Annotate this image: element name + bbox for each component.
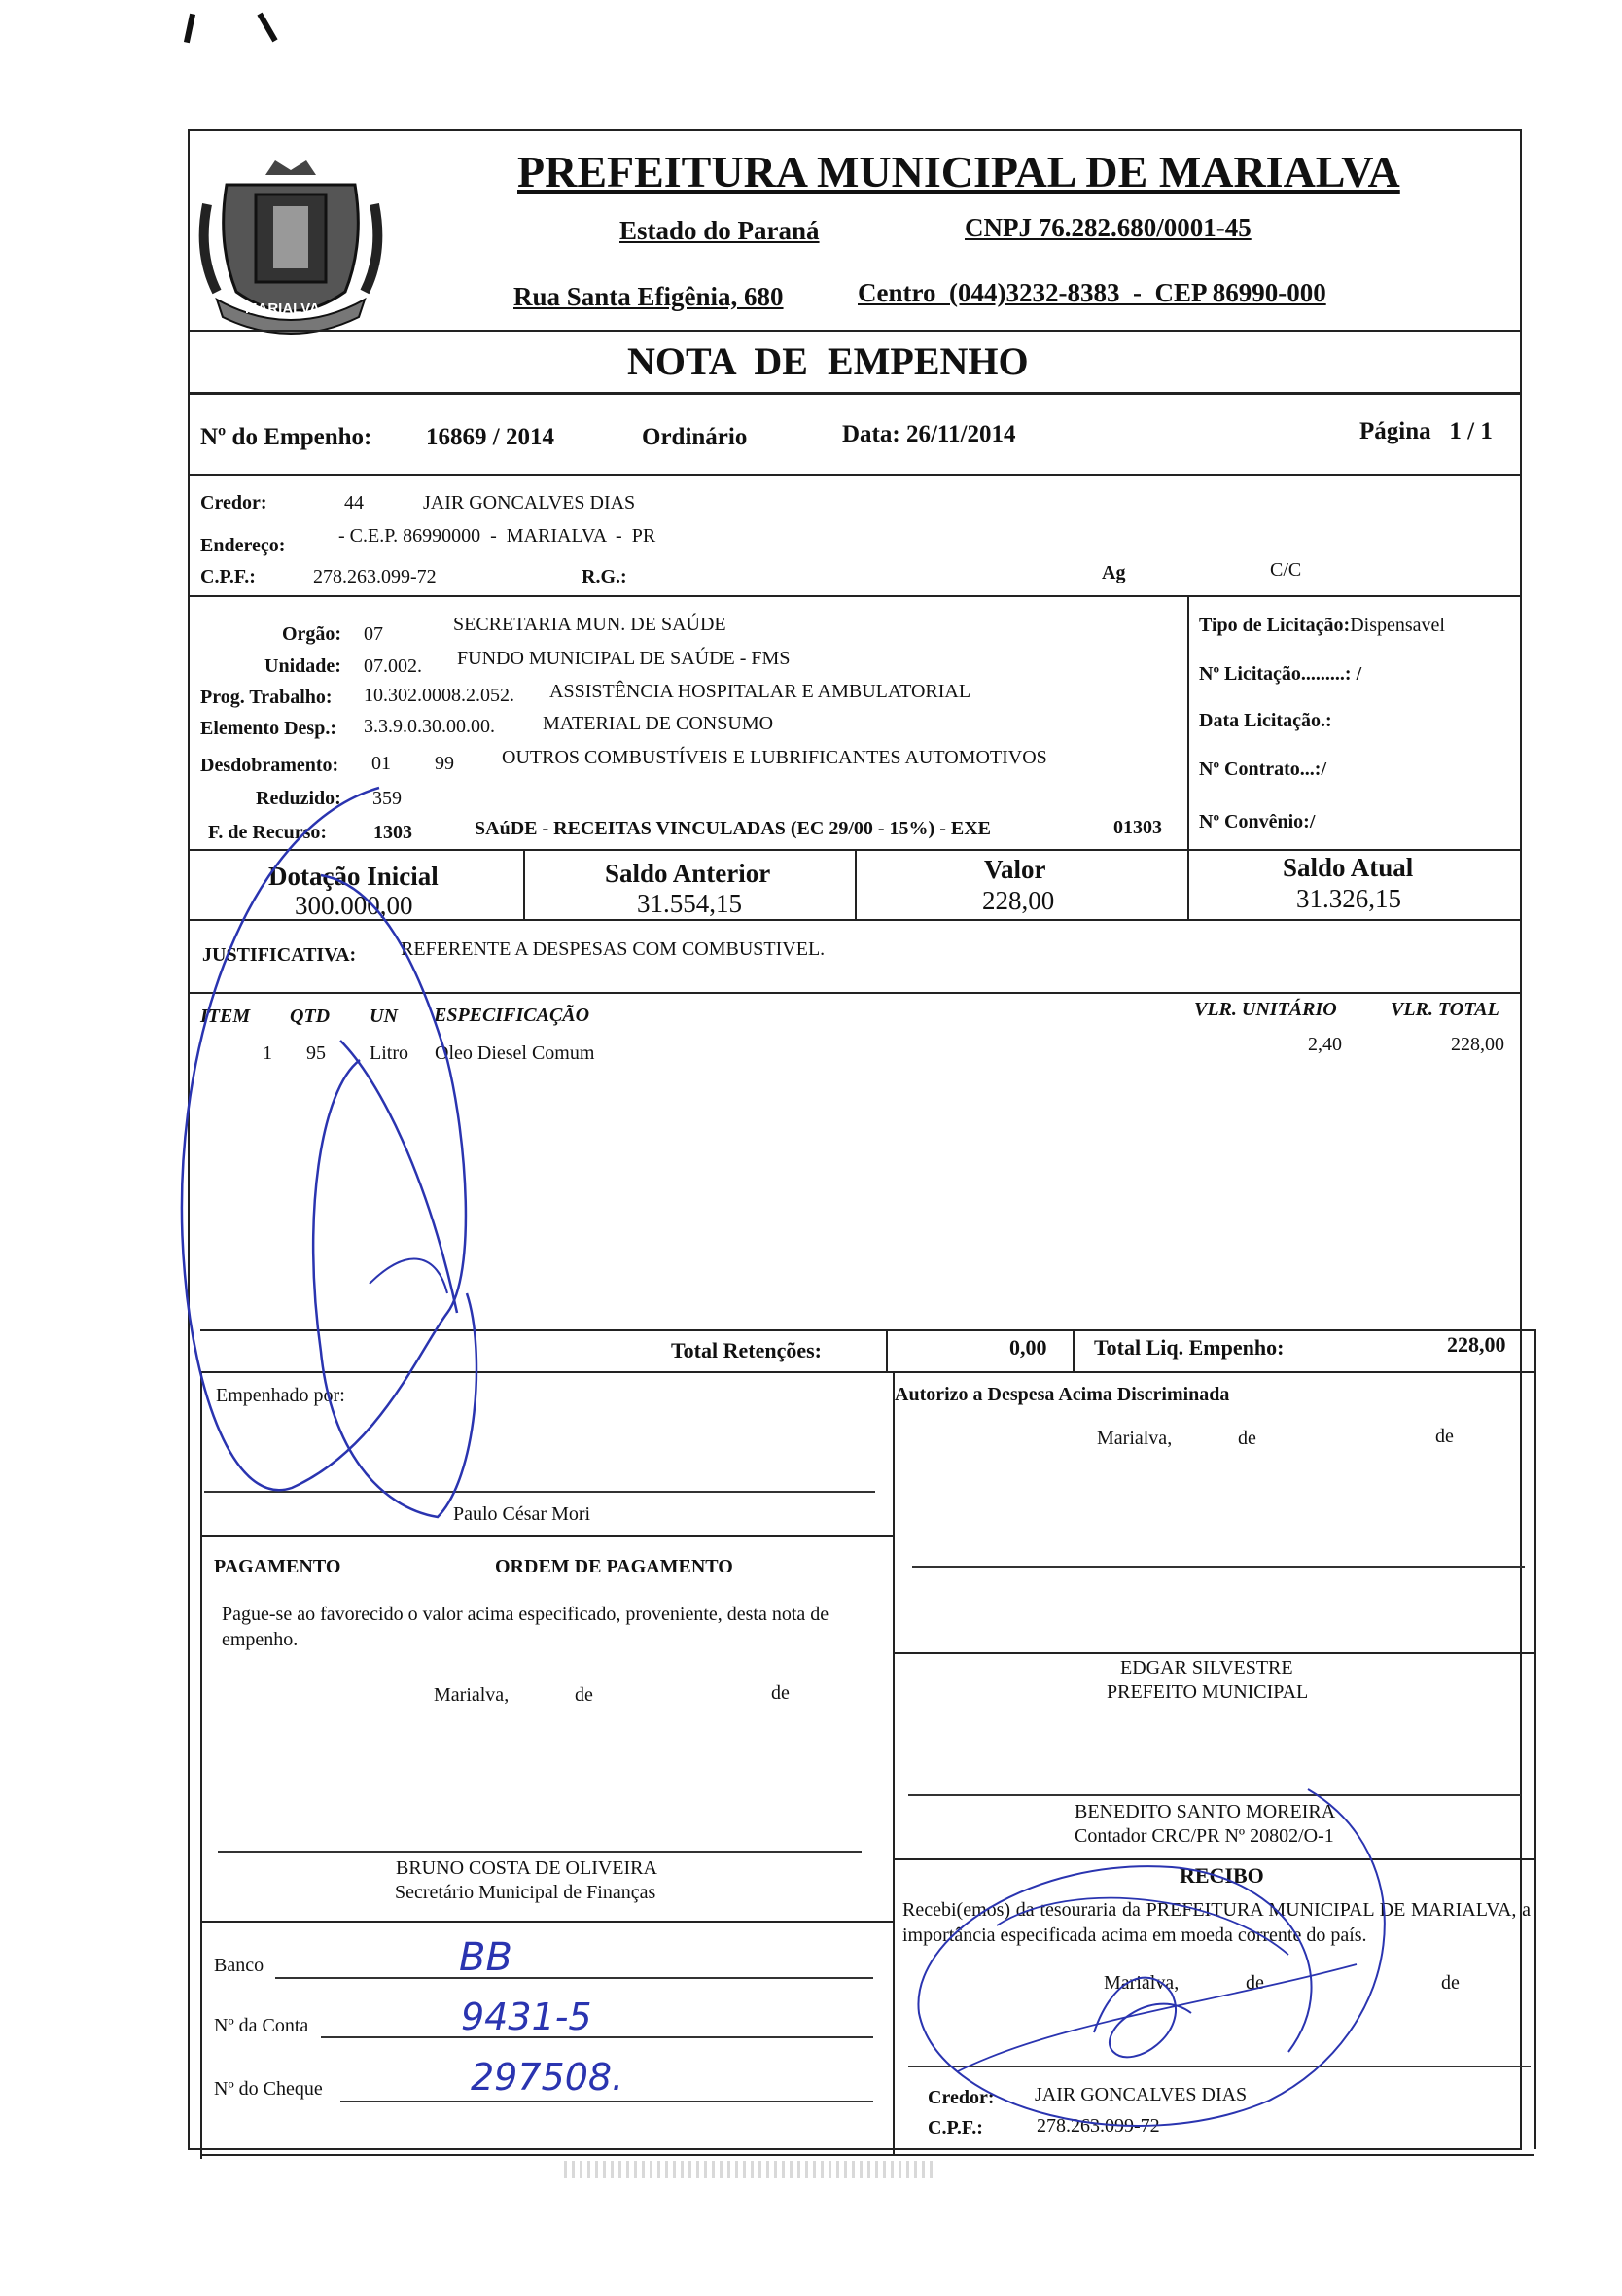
recibo-de1: de (1246, 1972, 1264, 1994)
seal-text: MARIALVA (245, 300, 320, 317)
conta-label: Nº da Conta (214, 2015, 309, 2036)
cpf-label: C.P.F.: (200, 566, 256, 587)
dotacao-value: 300.000,00 (295, 891, 413, 920)
endereco: - C.E.P. 86990000 - MARIALVA - PR (338, 525, 656, 547)
saldo-atual-value: 31.326,15 (1296, 884, 1401, 913)
document-title: NOTA DE EMPENHO (627, 339, 1029, 383)
item-spec: Oleo Diesel Comum (435, 1042, 595, 1064)
autorizo-de1: de (1238, 1428, 1256, 1449)
cnpj: CNPJ 76.282.680/0001-45 (965, 213, 1252, 242)
pagamento-de2: de (771, 1682, 790, 1704)
elemento-name: MATERIAL DE CONSUMO (543, 713, 774, 734)
credor-name: JAIR GONCALVES DIAS (423, 492, 636, 513)
prog-label: Prog. Trabalho: (200, 687, 333, 708)
page-number: Página 1 / 1 (1359, 418, 1493, 444)
autorizo-text: Autorizo a Despesa Acima Discriminada (895, 1384, 1230, 1405)
credor-code: 44 (344, 492, 364, 513)
saldo-atual-label: Saldo Atual (1283, 853, 1414, 882)
retencoes-value: 0,00 (1009, 1335, 1047, 1360)
recibo-texto: Recebi(emos) da tesouraria da PREFEITURA MUNICIPAL DE MARIALVA, a importância especificada acima em moeda corrente do país. (902, 1899, 1531, 1946)
unidade-name: FUNDO MUNICIPAL DE SAÚDE - FMS (457, 648, 791, 669)
empenho-number: 16869 / 2014 (426, 424, 554, 450)
recibo-credor-label: Credor: (928, 2087, 995, 2108)
data-licitacao: Data Licitação.: (1199, 710, 1332, 731)
rg-label: R.G.: (582, 566, 627, 587)
pagamento-de1: de (575, 1684, 593, 1706)
contador-cargo: Contador CRC/PR Nº 20802/O-1 (1075, 1825, 1334, 1847)
unidade-label: Unidade: (264, 655, 341, 677)
pagamento-local: Marialva, (434, 1684, 510, 1706)
cpf: 278.263.099-72 (313, 566, 437, 587)
recibo-local: Marialva, (1104, 1972, 1180, 1994)
orgao-name: SECRETARIA MUN. DE SAÚDE (453, 614, 726, 635)
recibo-credor: JAIR GONCALVES DIAS (1035, 2084, 1248, 2105)
col-qtd: QTD (290, 1006, 331, 1027)
empenhado-label: Empenhado por: (216, 1385, 345, 1406)
address-rest: Centro (044)3232-8383 - CEP 86990-000 (858, 278, 1326, 307)
recurso-code2: 01303 (1113, 817, 1162, 838)
prog-name: ASSISTÊNCIA HOSPITALAR E AMBULATORIAL (549, 681, 971, 702)
ordem-pagamento: ORDEM DE PAGAMENTO (495, 1556, 733, 1577)
valor-value: 228,00 (982, 886, 1055, 915)
credor-label: Credor: (200, 492, 267, 513)
item-number: 1 (263, 1042, 272, 1064)
recibo-cpf-label: C.P.F.: (928, 2117, 983, 2138)
saldo-anterior-label: Saldo Anterior (605, 859, 771, 888)
autorizo-local: Marialva, (1097, 1428, 1173, 1449)
prefeito-cargo: PREFEITO MUNICIPAL (1107, 1681, 1309, 1703)
recibo-cpf: 278.263.099-72 (1037, 2115, 1160, 2137)
justificativa-text: REFERENTE A DESPESAS COM COMBUSTIVEL. (401, 938, 826, 960)
contador-nome: BENEDITO SANTO MOREIRA (1075, 1801, 1336, 1822)
item-unit-value: 2,40 (1308, 1034, 1342, 1055)
autorizo-de2: de (1435, 1426, 1454, 1447)
secretario-nome: BRUNO COSTA DE OLIVEIRA (396, 1857, 657, 1879)
desdobramento-name: OUTROS COMBUSTÍVEIS E LUBRIFICANTES AUTOMOTIVOS (502, 747, 1047, 768)
item-qtd: 95 (306, 1042, 326, 1064)
empenho-number-label: Nº do Empenho: (200, 424, 372, 450)
endereco-label: Endereço: (200, 535, 286, 556)
signature-recibo (899, 1780, 1444, 2149)
desdobramento-code2: 99 (435, 753, 454, 774)
signature-empenhado (126, 768, 632, 1546)
municipality-title: PREFEITURA MUNICIPAL DE MARIALVA (517, 147, 1400, 196)
orgao-label: Orgão: (282, 623, 342, 645)
col-un: UN (370, 1006, 398, 1027)
numero-licitacao: Nº Licitação.........: / (1199, 663, 1362, 685)
recurso-code: 1303 (373, 822, 412, 843)
numero-contrato: Nº Contrato...:/ (1199, 759, 1327, 780)
pagamento-label: PAGAMENTO (214, 1556, 341, 1577)
address-street: Rua Santa Efigênia, 680 (513, 282, 784, 311)
unidade-code: 07.002. (364, 655, 422, 677)
cc-label: C/C (1270, 559, 1302, 581)
recibo-de2: de (1441, 1972, 1460, 1994)
reduzido-value: 359 (372, 788, 402, 809)
col-spec: ESPECIFICAÇÃO (434, 1005, 590, 1026)
desdobramento-label: Desdobramento: (200, 755, 339, 776)
state-name: Estado do Paraná (619, 216, 820, 245)
empenho-type: Ordinário (642, 424, 748, 450)
prog-code: 10.302.0008.2.052. (364, 685, 514, 706)
col-item: ITEM (200, 1006, 251, 1027)
justificativa-label: JUSTIFICATIVA: (202, 944, 357, 966)
col-total-value: VLR. TOTAL (1391, 999, 1499, 1020)
scan-mark (184, 14, 195, 44)
liquido-label: Total Liq. Empenho: (1094, 1335, 1285, 1360)
elemento-code: 3.3.9.0.30.00.00. (364, 716, 495, 737)
banco-label: Banco (214, 1955, 264, 1976)
secretario-cargo: Secretário Municipal de Finanças (395, 1882, 656, 1903)
faint-stamp (564, 2161, 934, 2178)
saldo-anterior-value: 31.554,15 (637, 889, 742, 918)
tipo-licitacao: Tipo de Licitação:Dispensavel (1199, 615, 1445, 636)
cheque-label: Nº do Cheque (214, 2078, 323, 2100)
ag-label: Ag (1102, 562, 1126, 583)
col-unit-value: VLR. UNITÁRIO (1194, 999, 1337, 1020)
item-un: Litro (370, 1042, 408, 1064)
desdobramento-code1: 01 (371, 753, 391, 774)
elemento-label: Elemento Desp.: (200, 718, 336, 739)
conta-value: 9431-5 (461, 1996, 592, 2038)
banco-value: BB (459, 1935, 512, 1980)
cheque-value: 297508. (471, 2056, 624, 2099)
valor-label: Valor (984, 855, 1046, 884)
recibo-title: RECIBO (1180, 1863, 1264, 1888)
scan-mark (257, 13, 277, 43)
empenho-date: Data: 26/11/2014 (842, 421, 1016, 447)
empenhado-nome: Paulo César Mori (453, 1503, 591, 1525)
numero-convenio: Nº Convênio:/ (1199, 811, 1316, 832)
liquido-value: 228,00 (1447, 1332, 1506, 1357)
recurso-label: F. de Recurso: (208, 822, 328, 843)
reduzido-label: Reduzido: (256, 788, 341, 809)
orgao-code: 07 (364, 623, 383, 645)
prefeito-nome: EDGAR SILVESTRE (1120, 1657, 1293, 1678)
item-total-value: 228,00 (1451, 1034, 1504, 1055)
retencoes-label: Total Retenções: (671, 1338, 822, 1362)
pagamento-texto: Pague-se ao favorecido o valor acima especificado, proveniente, desta nota de empenho. (222, 1604, 829, 1650)
recurso-name: SAúDE - RECEITAS VINCULADAS (EC 29/00 - 15%) - EXE (475, 818, 991, 839)
dotacao-label: Dotação Inicial (268, 862, 439, 891)
